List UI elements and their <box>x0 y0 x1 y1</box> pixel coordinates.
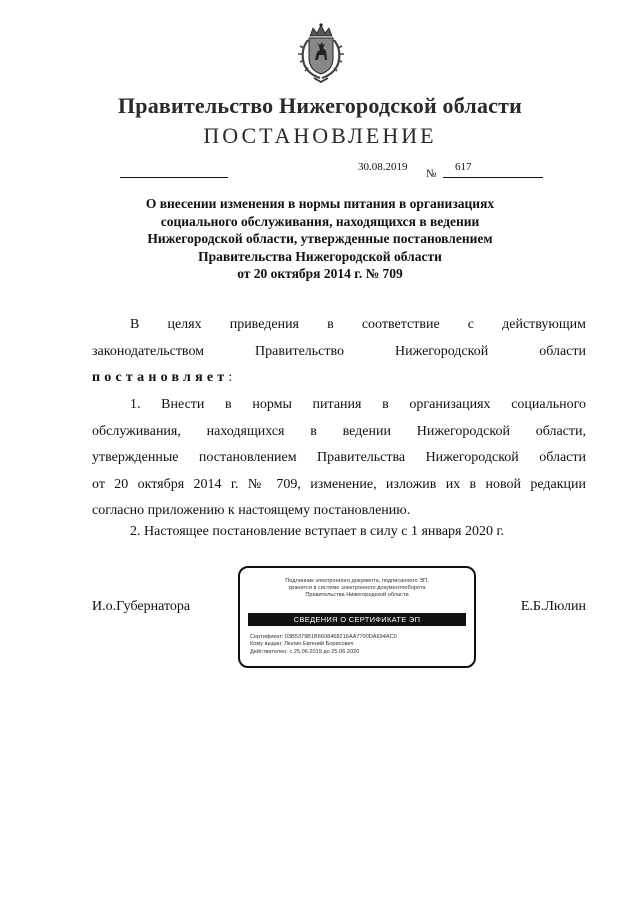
signatory-name: Е.Б.Люлин <box>520 599 586 614</box>
subject-line: социального обслуживания, находящихся в ведении <box>160 213 480 229</box>
item-1-line: согласно приложению к настоящему постановлению. <box>92 503 411 518</box>
certificate-serial: Сертификат: 03B5379B1B6608468216AA7700DA694AC0 <box>250 634 397 640</box>
item-1-line: 1. Внести в нормы питания в организациях социального <box>130 397 586 412</box>
preamble-line: законодательством Правительство Нижегородской области <box>92 343 586 359</box>
government-title: Правительство Нижегородской области <box>117 93 522 118</box>
item-2-line: 2. Настоящее постановление вступает в силу с 1 января 2020 г. <box>130 524 505 539</box>
certificate-title-bar: СВЕДЕНИЯ О СЕРТИФИКАТЕ ЭП <box>248 613 466 626</box>
blank-line-left <box>120 177 228 178</box>
document-subject <box>100 195 540 283</box>
stamp-header-line: Правительства Нижегородской области <box>305 592 409 599</box>
document-number: 617 <box>455 161 472 173</box>
stamp-header-line: хранится в системе электронного документооборота <box>288 585 426 592</box>
item-1-line: от 20 октября 2014 г. № 709, изменение, изложив их в новой редакции <box>92 476 586 492</box>
preamble-line: В целях приведения в соответствие с действующим <box>130 317 586 332</box>
electronic-signature-stamp <box>238 566 476 668</box>
signatory-position: И.о.Губернатора <box>92 599 191 614</box>
coat-of-arms-icon <box>296 22 346 84</box>
item-1-line: обслуживания, находящихся в ведении Нижегородской области, <box>92 423 586 439</box>
number-sign: № <box>426 168 437 180</box>
resolves-colon: : <box>228 370 233 385</box>
document-date: 30.08.2019 <box>358 161 408 173</box>
resolves-line <box>92 365 586 392</box>
item-1-paragraph <box>92 392 586 525</box>
stamp-header <box>246 578 468 600</box>
certificate-validity: Действителен: с 25.06.2019 до 25.06.2020 <box>250 648 360 655</box>
stamp-header-line: Подлинник электронного документа, подписанного ЭП, <box>285 578 429 584</box>
resolves-word: постановляет <box>92 370 229 385</box>
subject-line: Нижегородской области, утвержденные постановлением <box>147 231 493 246</box>
document-type: ПОСТАНОВЛЕНИЕ <box>203 123 437 148</box>
certificate-details <box>250 634 397 656</box>
subject-line: О внесении изменения в нормы питания в организациях <box>145 196 495 211</box>
item-1-line: утвержденные постановлением Правительства Нижегородской области <box>92 450 586 465</box>
item-2-paragraph <box>92 519 586 546</box>
preamble-paragraph <box>92 312 586 392</box>
certificate-owner: Кому выдан: Люлин Евгений Борисович <box>250 641 354 648</box>
subject-line: от 20 октября 2014 г. № 709 <box>237 266 403 281</box>
subject-line: Правительства Нижегородской области <box>198 248 442 264</box>
number-underline <box>443 177 543 178</box>
